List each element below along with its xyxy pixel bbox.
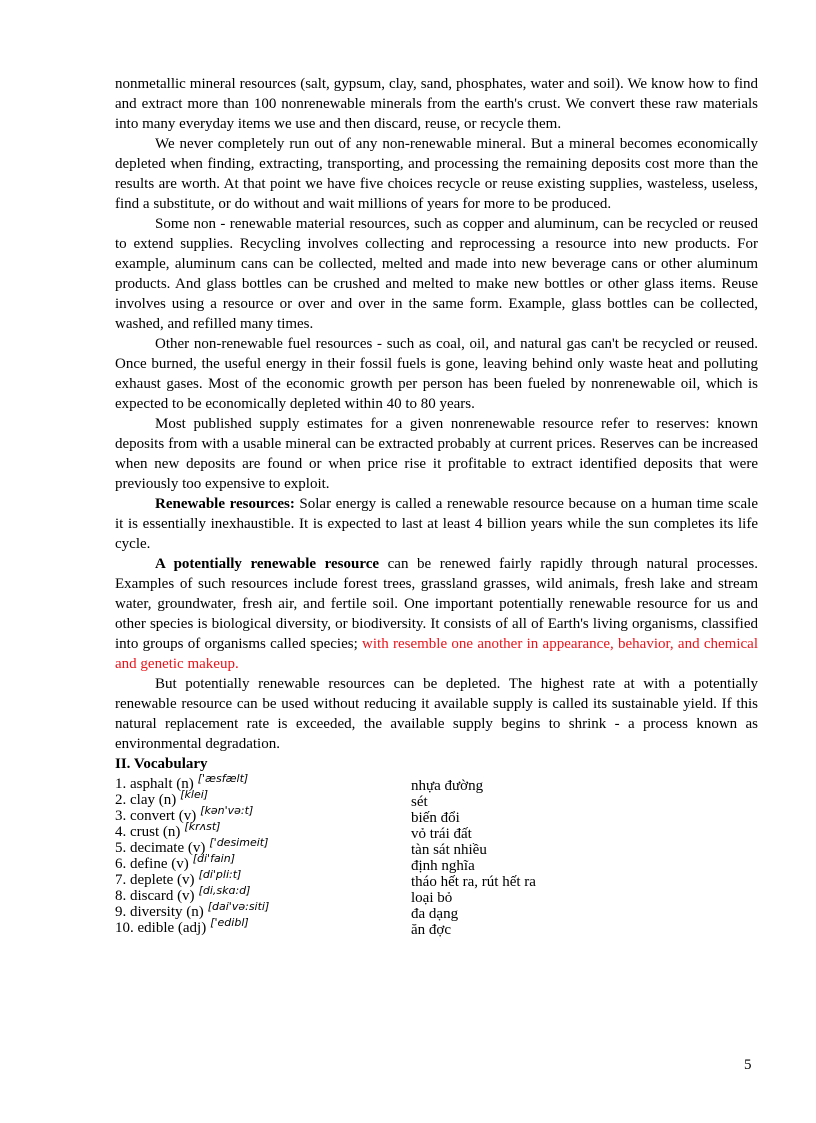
vocabulary-term: 4. crust (n) <box>115 824 181 840</box>
vocabulary-ipa: [di'pli:t] <box>198 868 242 881</box>
paragraph-renewable <box>115 494 758 554</box>
vocabulary-ipa: [dai'və:siti] <box>207 900 270 913</box>
vocabulary-meaning: sét <box>411 794 428 810</box>
vocabulary-ipa: [krʌst] <box>184 820 221 833</box>
vocabulary-item <box>115 772 758 794</box>
paragraph-depletion: We never completely run out of any non-renewable mineral. But a mineral becomes economically depleted when finding, extracting, transporting, and processing the remaining deposits cost more than the results are worth. At that point we have five choices recycle or reuse existing supplies, wasteless, useless, find a substitute, or do without and wait millions of years for more to be produced. <box>115 136 758 212</box>
vocabulary-meaning: nhựa đường <box>411 778 484 794</box>
highlighted-text: with resemble one another in appearance, behavior, and chemical and genetic makeup. <box>115 636 758 672</box>
vocabulary-item <box>115 916 758 938</box>
vocabulary-meaning: loại bỏ <box>411 890 453 906</box>
vocabulary-meaning: ăn đợc <box>411 922 451 938</box>
vocabulary-ipa: [di,skɑ:d] <box>198 884 251 897</box>
paragraph-fuel-resources: Other non-renewable fuel resources - such as coal, oil, and natural gas can't be recycled or reused. Once burned, the useful energy in their fossil fuels is gone, leaving behind only waste heat and polluting exhaust gases. Most of the economic growth per person has been fueled by nonrenewable oil, which is expected to be economically depleted within 40 to 80 years. <box>115 336 758 412</box>
vocabulary-term: 5. decimate (v) <box>115 840 206 856</box>
vocabulary-term: 7. deplete (v) <box>115 872 195 888</box>
vocabulary-term: 10. edible (adj) <box>115 920 207 936</box>
vocabulary-ipa: [klei] <box>180 788 209 801</box>
paragraph-intro: nonmetallic mineral resources (salt, gypsum, clay, sand, phosphates, water and soil). We know how to find and extract more than 100 nonrenewable minerals from the earth's crust. We convert these raw materials into many everyday items we use and then discard, reuse, or recycle them. <box>115 76 758 132</box>
vocabulary-term: 3. convert (v) <box>115 808 197 824</box>
vocabulary-term: 8. discard (v) <box>115 888 195 904</box>
renewable-text: Solar energy is called a renewable resource because on a human time scale it is essentially inexhaustible. It is expected to last at least 4 billion years while the sun completes its life cycle. <box>115 496 758 552</box>
potentially-renewable-text: can be renewed fairly rapidly through natural processes. Examples of such resources include forest trees, grassland grasses, wild animals, fresh lake and stream water, groundwater, fresh air, and fertile soil. One important potentially renewable resource for us and other species is biological diversity, or biodiversity. It consists of all of Earth's living organisms, classified into groups of organisms called species; <box>115 556 758 652</box>
vocabulary-meaning: định nghĩa <box>411 858 475 874</box>
vocabulary-meaning: đa dạng <box>411 906 459 922</box>
vocabulary-meaning: vỏ trái đất <box>411 826 472 842</box>
vocabulary-ipa: ['æsfælt] <box>197 772 249 785</box>
vocabulary-meaning: biến đổi <box>411 810 460 826</box>
paragraph-potentially-renewable <box>115 554 758 674</box>
paragraph-reserves: Most published supply estimates for a given nonrenewable resource refer to reserves: known deposits from with a usable mineral can be extracted probably at current prices. Reserves can be increased when new deposits are found or when price rise it profitable to extract identified deposits that were previously too expensive to exploit. <box>115 416 758 492</box>
vocabulary-list <box>115 772 758 938</box>
paragraph-recycling: Some non - renewable material resources, such as copper and aluminum, can be recycled or reused to extend supplies. Recycling involves collecting and reprocessing a resource into new products. For example, aluminum cans can be collected, melted and made into new beverage cans or other aluminum products. And glass bottles can be crushed and melted to make new bottles or other glass items. Reuse involves using a resource or over and over in the same form. Example, glass bottles can be collected, washed, and refilled many times. <box>115 216 758 332</box>
vocabulary-meaning: tháo hết ra, rút hết ra <box>411 874 536 890</box>
vocabulary-term: 1. asphalt (n) <box>115 776 194 792</box>
document-body <box>115 74 758 936</box>
vocabulary-ipa: [di'fain] <box>192 852 236 865</box>
vocabulary-ipa: ['desimeit] <box>209 836 269 849</box>
paragraph-sustainable-yield: But potentially renewable resources can be depleted. The highest rate at with a potentially renewable resource can be used without reducing it available supply is called its sustainable yield. If this natural replacement rate is exceeded, the available supply begins to shrink - a process known as environmental degradation. <box>115 676 758 752</box>
renewable-heading: Renewable resources: <box>155 496 295 512</box>
page-number: 5 <box>744 1057 752 1073</box>
vocabulary-term: 9. diversity (n) <box>115 904 204 920</box>
vocabulary-ipa: ['edibl] <box>210 916 249 929</box>
vocabulary-term: 6. define (v) <box>115 856 189 872</box>
vocabulary-title: II. Vocabulary <box>115 756 208 772</box>
vocabulary-meaning: tàn sát nhiều <box>411 842 487 858</box>
vocabulary-term: 2. clay (n) <box>115 792 177 808</box>
vocabulary-ipa: [kən'və:t] <box>200 804 254 817</box>
potentially-renewable-heading: A potentially renewable resource <box>155 556 380 572</box>
